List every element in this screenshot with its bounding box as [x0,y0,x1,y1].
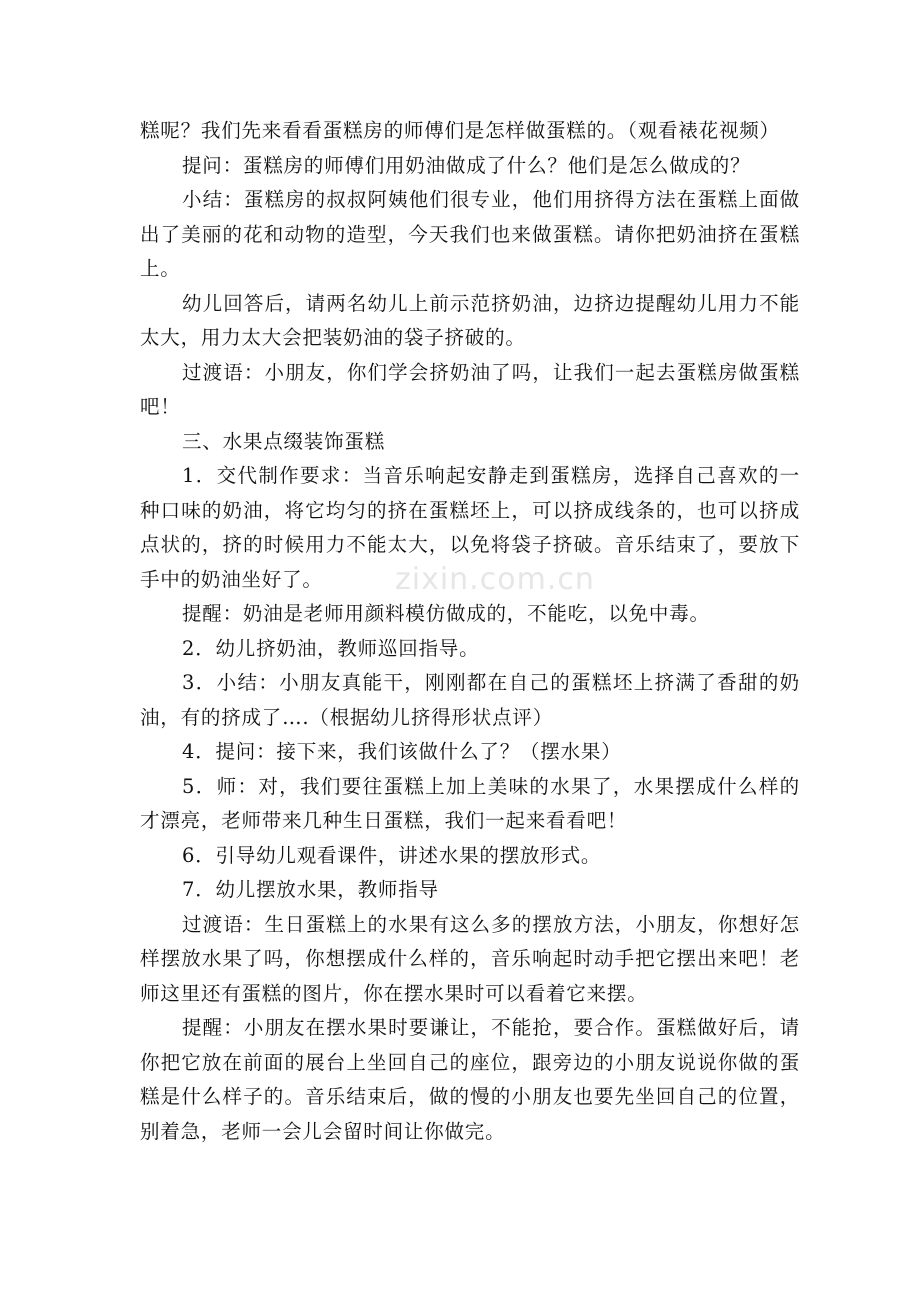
paragraph: 幼儿回答后，请两名幼儿上前示范挤奶油，边挤边提醒幼儿用力不能太大，用力太大会把装奶油的袋子挤破的。 [140,291,800,349]
list-item: 1．交代制作要求：当音乐响起安静走到蛋糕房，选择自己喜欢的一种口味的奶油，将它均匀的挤在蛋糕坯上，可以挤成线条的，也可以挤成点状的，挤的时候用力不能太大，以免将袋子挤破。音乐结束了，要放下手中的奶油坐好了。 [140,464,800,591]
document-body [140,114,800,1149]
paragraph: 过渡语：生日蛋糕上的水果有这么多的摆放方法，小朋友，你想好怎样摆放水果了吗，你想摆成什么样的，音乐响起时动手把它摆出来吧！老师这里还有蛋糕的图片，你在摆水果时可以看着它来摆。 [140,912,800,1005]
list-item: 4．提问：接下来，我们该做什么了？（摆水果） [182,740,622,763]
paragraph: 提醒：奶油是老师用颜料模仿做成的，不能吃，以免中毒。 [182,602,710,625]
paragraph: 提醒：小朋友在摆水果时要谦让，不能抢，要合作。蛋糕做好后，请你把它放在前面的展台上坐回自己的座位，跟旁边的小朋友说说你做的蛋糕是什么样子的。音乐结束后，做的慢的小朋友也要先坐回自己的位置，别着急，老师一会儿会留时间让你做完。 [140,1016,800,1143]
list-item: 2．幼儿挤奶油，教师巡回指导。 [182,636,480,660]
section-heading: 三、水果点缀装饰蛋糕 [182,429,386,453]
paragraph: 糕呢？我们先来看看蛋糕房的师傅们是怎样做蛋糕的。（观看裱花视频） [140,119,780,142]
paragraph: 小结：蛋糕房的叔叔阿姨他们很专业，他们用挤得方法在蛋糕上面做出了美丽的花和动物的造型，今天我们也来做蛋糕。请你把奶油挤在蛋糕上。 [140,188,800,280]
watermark: zixin.com.cn [395,562,595,597]
paragraph: 过渡语：小朋友，你们学会挤奶油了吗，让我们一起去蛋糕房做蛋糕吧！ [140,360,800,418]
list-item: 6．引导幼儿观看课件，讲述水果的摆放形式。 [182,843,602,867]
list-item: 5．师：对，我们要往蛋糕上加上美味的水果了，水果摆成什么样的才漂亮，老师带来几种生日蛋糕，我们一起来看看吧！ [140,774,800,832]
list-item: 3．小结：小朋友真能干，刚刚都在自己的蛋糕坯上挤满了香甜的奶油，有的挤成了….（根据幼儿挤得形状点评） [140,671,800,729]
list-item: 7．幼儿摆放水果，教师指导 [182,878,439,901]
paragraph: 提问：蛋糕房的师傅们用奶油做成了什么？他们是怎么做成的？ [182,153,751,177]
